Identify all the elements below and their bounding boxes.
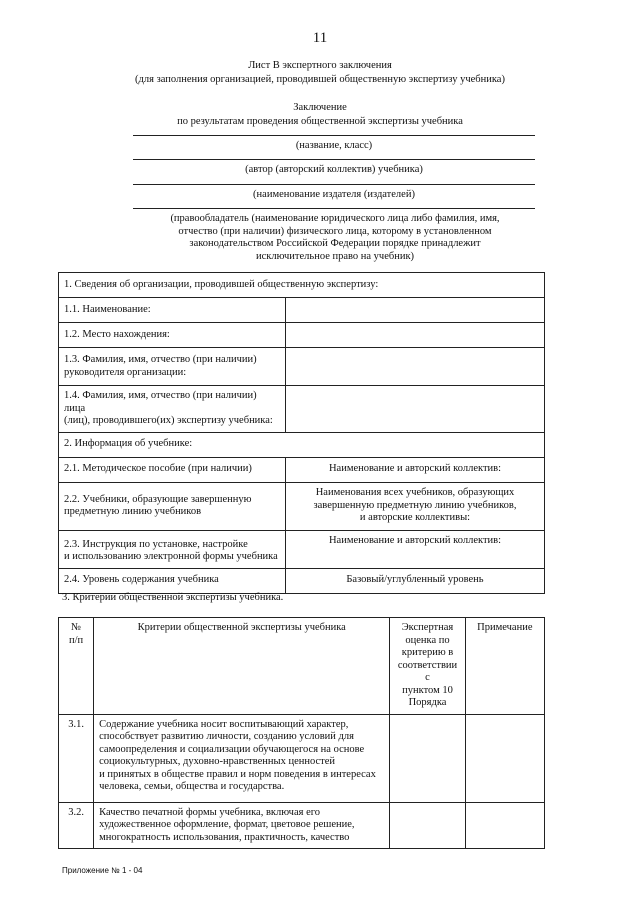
criteria-table bbox=[58, 617, 545, 849]
row-score-cell[interactable] bbox=[390, 802, 465, 849]
conclusion-title: Заключение bbox=[293, 102, 347, 113]
table-row bbox=[59, 568, 545, 593]
section2-heading: 2. Информация об учебнике: bbox=[59, 432, 545, 457]
row-score-cell[interactable] bbox=[390, 714, 465, 802]
table-row bbox=[59, 714, 545, 802]
publisher-line bbox=[133, 184, 535, 185]
subject-line-value: Наименования всех учебников, образующих завершенную предметную линию учебников, и авторские коллективы: bbox=[286, 482, 545, 530]
organization-table bbox=[58, 272, 545, 594]
row-num: 3.2. bbox=[59, 802, 94, 849]
section3-heading: 3. Критерии общественной экспертизы учебника. bbox=[62, 592, 284, 603]
rights-holder-label: (правообладатель (наименование юридического лица либо фамилия, имя, отчество (при наличии) физического лица, которому в установленном законодательством Российской Федерации порядке принадлежит исключительное право на учебник) bbox=[170, 213, 500, 262]
row-note-cell[interactable] bbox=[465, 714, 544, 802]
org-location-label: 1.2. Место нахождения: bbox=[59, 323, 286, 348]
subject-line-label: 2.2. Учебники, образующие завершенную предметную линию учебников bbox=[59, 482, 286, 530]
row-criterion: Качество печатной формы учебника, включая его художественное оформление, формат, цветовое решение, многократность использования, практичность, качество bbox=[94, 802, 390, 849]
experts-label: 1.4. Фамилия, имя, отчество (при наличии) лица (лиц), проводившего(их) экспертизу учебника: bbox=[59, 386, 286, 433]
row-criterion: Содержание учебника носит воспитывающий характер, способствует развитию личности, созданию условий для самоопределения и социализации обучающегося на основе социокультурных, духовно-нравственных ценностей и принятых в обществе правил и норм поведения в интересах человека, семьи, общества и государства. bbox=[94, 714, 390, 802]
org-name-value[interactable] bbox=[286, 298, 545, 323]
author-line bbox=[133, 159, 535, 160]
table-row bbox=[59, 457, 545, 482]
table-row bbox=[59, 482, 545, 530]
table-row bbox=[59, 273, 545, 298]
table-header-row bbox=[59, 618, 545, 715]
sheet-title: Лист В экспертного заключения bbox=[248, 60, 392, 71]
conclusion-subtitle: по результатам проведения общественной экспертизы учебника bbox=[177, 116, 463, 127]
org-name-label: 1.1. Наименование: bbox=[59, 298, 286, 323]
experts-value[interactable] bbox=[286, 386, 545, 433]
org-location-value[interactable] bbox=[286, 323, 545, 348]
instruction-value: Наименование и авторский коллектив: bbox=[286, 530, 545, 568]
page-number: 11 bbox=[312, 30, 328, 46]
table-row bbox=[59, 298, 545, 323]
table-row bbox=[59, 802, 545, 849]
title-line bbox=[133, 135, 535, 136]
table-row bbox=[59, 432, 545, 457]
header-num: № п/п bbox=[59, 618, 94, 715]
level-label: 2.4. Уровень содержания учебника bbox=[59, 568, 286, 593]
table-row bbox=[59, 530, 545, 568]
section1-heading: 1. Сведения об организации, проводившей общественную экспертизу: bbox=[59, 273, 545, 298]
manual-value: Наименование и авторский коллектив: bbox=[286, 457, 545, 482]
table-row bbox=[59, 386, 545, 433]
manual-label: 2.1. Методическое пособие (при наличии) bbox=[59, 457, 286, 482]
header-note: Примечание bbox=[465, 618, 544, 715]
header-score: Экспертная оценка по критерию в соответствии с пунктом 10 Порядка bbox=[390, 618, 465, 715]
title-class-label: (название, класс) bbox=[295, 140, 373, 151]
footer-appendix: Приложение № 1 - 04 bbox=[62, 866, 143, 875]
org-head-value[interactable] bbox=[286, 348, 545, 386]
author-label: (автор (авторский коллектив) учебника) bbox=[245, 164, 423, 175]
header-criteria: Критерии общественной экспертизы учебника bbox=[94, 618, 390, 715]
level-value: Базовый/углубленный уровень bbox=[286, 568, 545, 593]
row-note-cell[interactable] bbox=[465, 802, 544, 849]
row-num: 3.1. bbox=[59, 714, 94, 802]
instruction-label: 2.3. Инструкция по установке, настройке и использованию электронной формы учебника bbox=[59, 530, 286, 568]
table-row bbox=[59, 323, 545, 348]
rights-holder-line bbox=[133, 208, 535, 209]
table-row bbox=[59, 348, 545, 386]
sheet-subtitle: (для заполнения организацией, проводившей общественную экспертизу учебника) bbox=[135, 74, 505, 85]
publisher-label: (наименование издателя (издателей) bbox=[253, 189, 415, 200]
org-head-label: 1.3. Фамилия, имя, отчество (при наличии) руководителя организации: bbox=[59, 348, 286, 386]
